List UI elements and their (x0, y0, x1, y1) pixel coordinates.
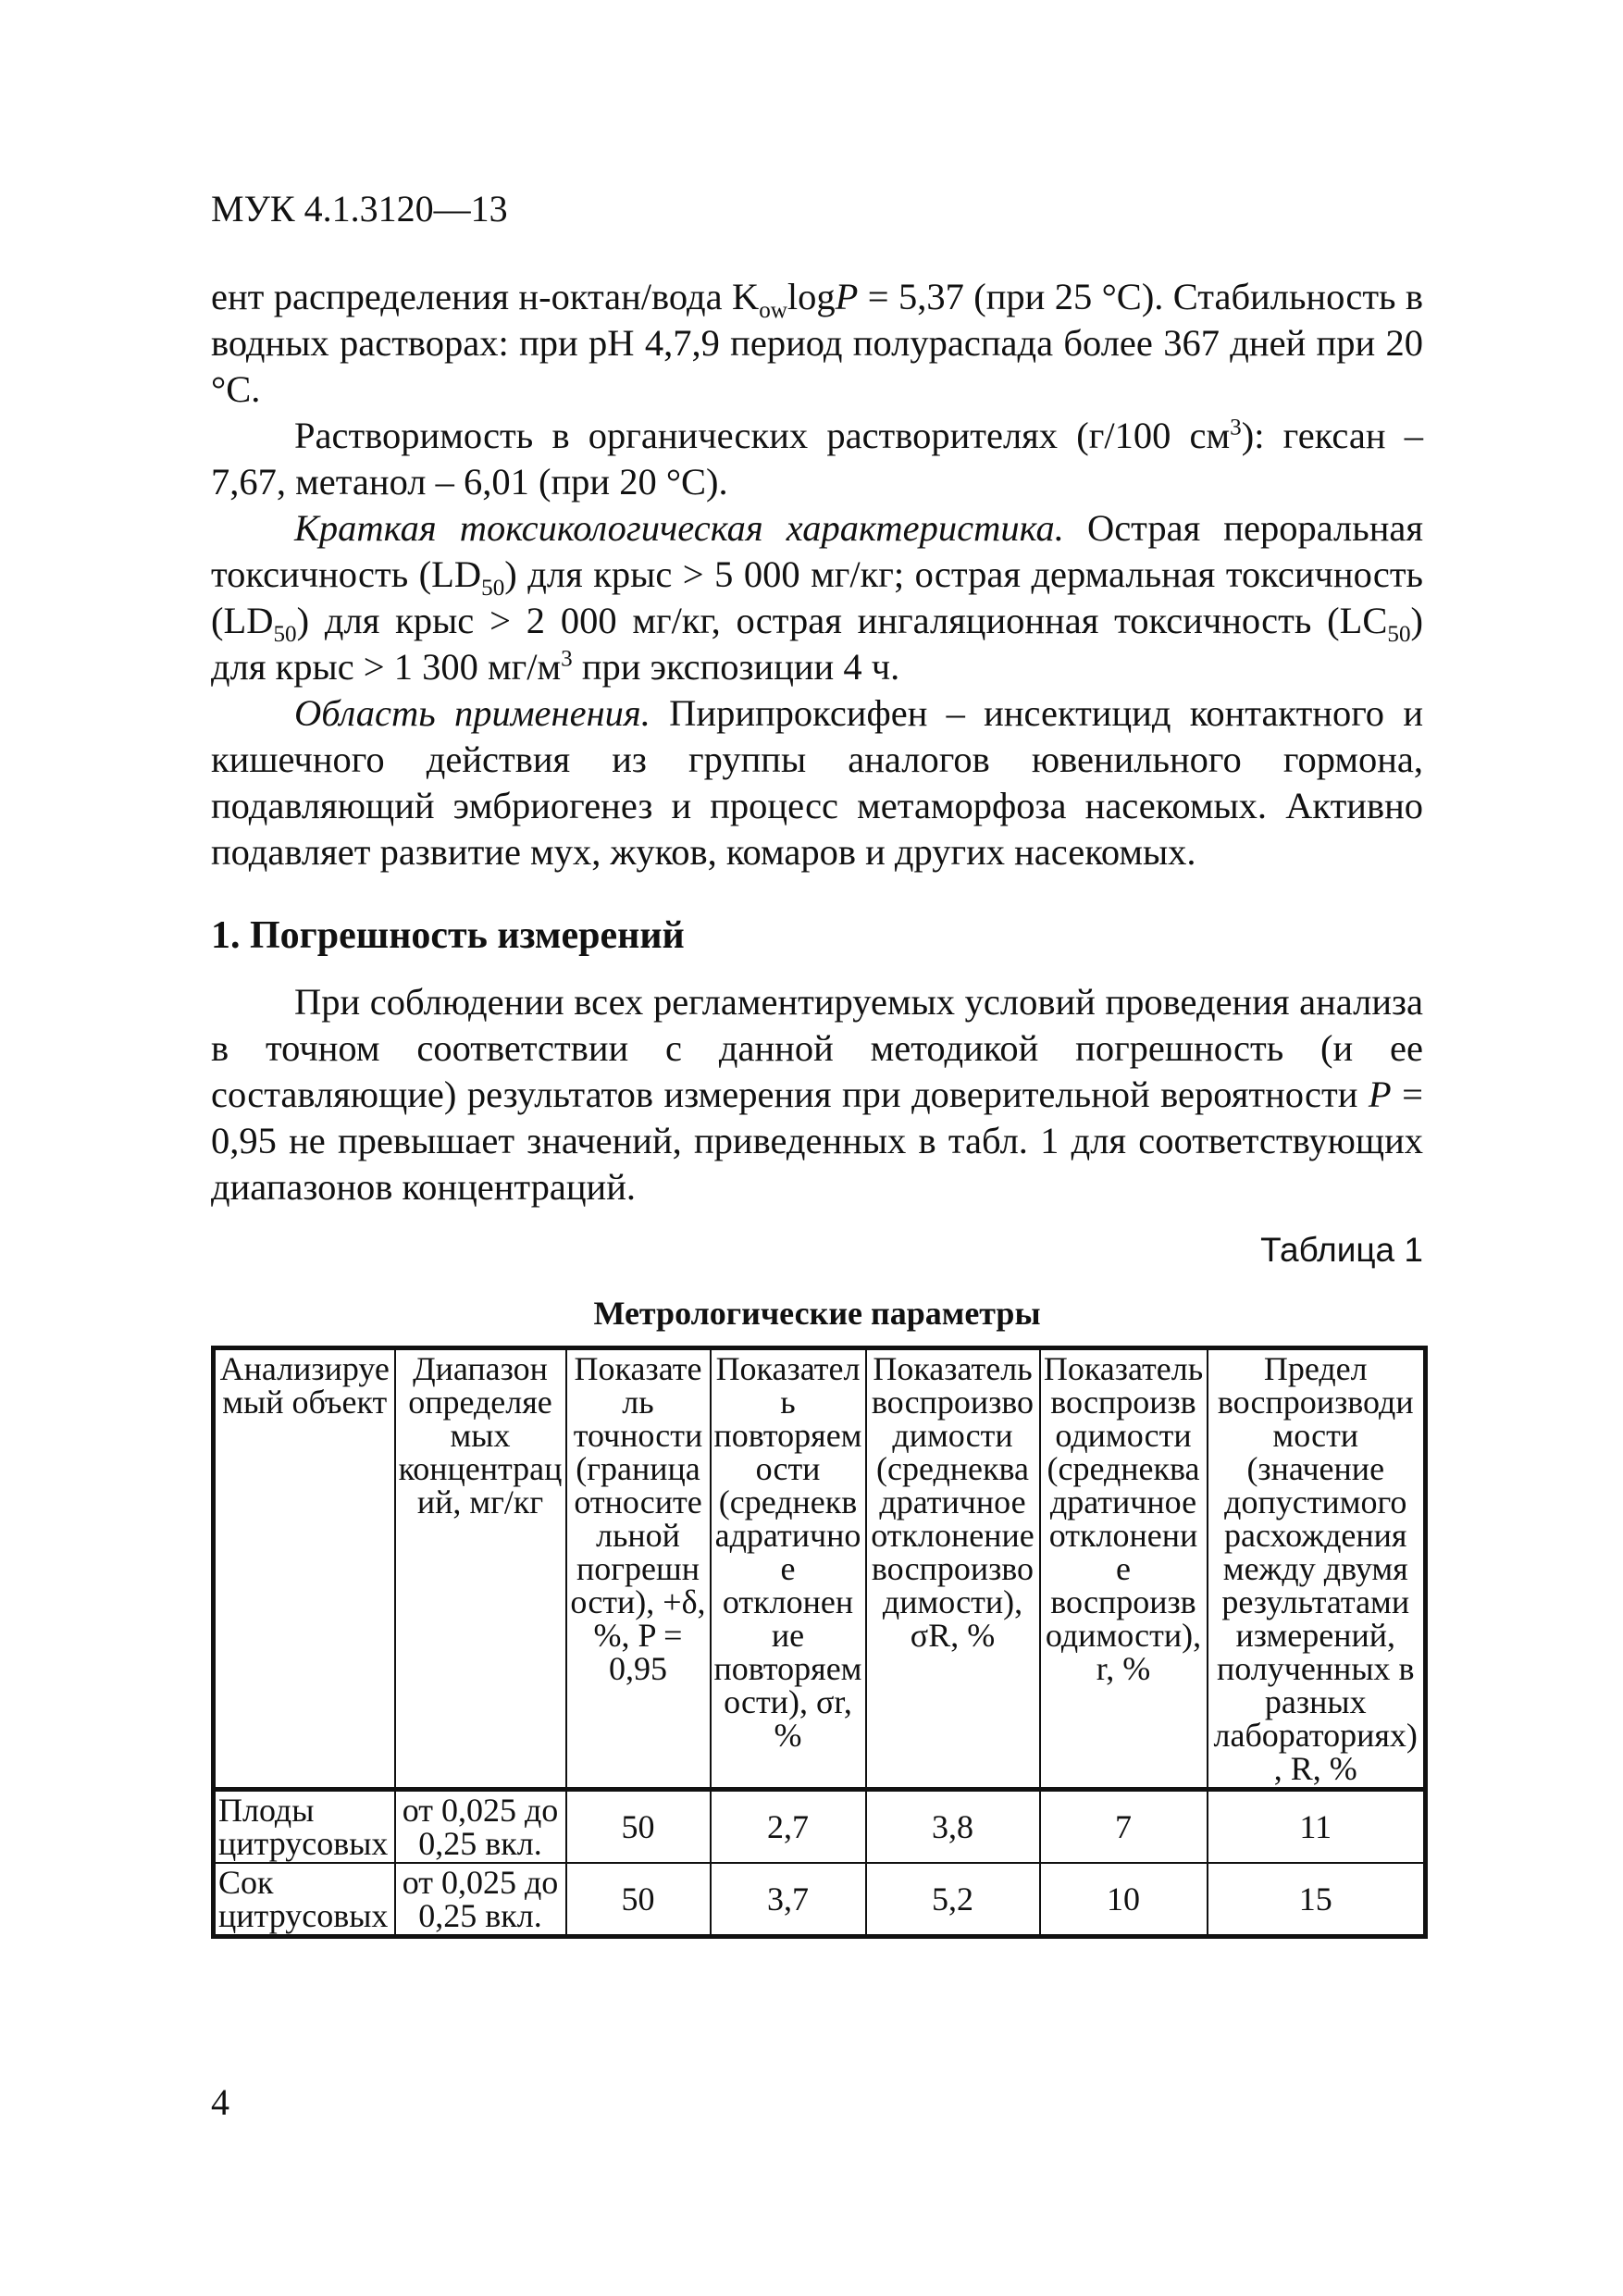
cell-range: от 0,025 до 0,25 вкл. (395, 1863, 566, 1937)
metrology-table (211, 1346, 1428, 1939)
header-accuracy: Показатель точности (граница относительной погрешности), +δ, %, P = 0,95 (566, 1348, 711, 1790)
table-row (214, 1790, 1426, 1864)
cell-value: 7 (1040, 1790, 1208, 1864)
paragraph-distribution: ент распределения н-октан/вода $K_{ow}\log P = 5,37$ (при 25 °С). Стабильность в водных растворах: при pH 4,7,9 период полураспада более 367 дней при 20 °С. (211, 276, 1423, 410)
page-number: 4 (211, 2081, 229, 2123)
cell-value: 5,2 (866, 1863, 1040, 1937)
cell-value: 3,8 (866, 1790, 1040, 1864)
table-number: Таблица 1 (1260, 1231, 1423, 1269)
document-code-header: МУК 4.1.3120—13 (211, 188, 508, 230)
paragraph-solubility: Растворимость в органических растворителях (г/100 $см^3$): гексан – 7,67, метанол – 6,01 (при 20 °С). (211, 415, 1423, 503)
cell-object: Плоды цитрусовых (214, 1790, 395, 1864)
header-repeatability: Показатель повторяемости (среднеквадратичное отклонение повторяемости), σr, % (711, 1348, 866, 1790)
cell-value: 3,7 (711, 1863, 866, 1937)
header-reproducibility-sigma: Показатель воспроизводимости (среднеквадратичное отклонение воспроизводимости), σR, % (866, 1348, 1040, 1790)
header-reproducibility-r: Показатель воспроизводимости (среднеквадратичное отклонение воспроизводимости), r, % (1040, 1348, 1208, 1790)
cell-value: 50 (566, 1863, 711, 1937)
table-header-row (214, 1348, 1426, 1790)
table-title: Метрологические параметры (593, 1295, 1041, 1332)
table-row (214, 1863, 1426, 1937)
section-heading: 1. Погрешность измерений (211, 914, 685, 957)
cell-value: 15 (1208, 1863, 1426, 1937)
document-body (211, 274, 1423, 1939)
cell-value: 11 (1208, 1790, 1426, 1864)
paragraph-application: Область применения. Пирипроксифен – инсектицид контактного и кишечного действия из группы аналогов ювенильного гормона, подавляющий эмбриогенез и процесс метаморфоза насекомых. Активно подавляет развитие мух, жуков, комаров и других насекомых. (211, 692, 1423, 873)
paragraph-error: При соблюдении всех регламентируемых условий проведения анализа в точном соответствии с данной методикой погрешность (и ее составляющие) результатов измерения при доверительной вероятности P = 0,95 не превышает значений, приведенных в табл. 1 для соответствующих диапазонов концентраций. (211, 981, 1423, 1208)
header-object: Анализируемый объект (214, 1348, 395, 1790)
cell-value: 2,7 (711, 1790, 866, 1864)
header-reproducibility-limit: Предел воспроизводимости (значение допустимого расхождения между двумя результатами измерений, полученных в разных лабораториях), R, % (1208, 1348, 1426, 1790)
header-range: Диапазон определяемых концентраций, мг/кг (395, 1348, 566, 1790)
cell-object: Сок цитрусовых (214, 1863, 395, 1937)
cell-value: 10 (1040, 1863, 1208, 1937)
paragraph-toxicology: Краткая токсикологическая характеристика. Острая пероральная токсичность $(LD_{50})$ для крыс > 5 000 мг/кг; острая дермальная токсичность $(LD_{50})$ для крыс > 2 000 мг/кг, острая ингаляционная токсичность $(LC_{50})$ для крыс > 1 300 $мг/м^3$ при экспозиции 4 ч. (211, 507, 1423, 688)
cell-range: от 0,025 до 0,25 вкл. (395, 1790, 566, 1864)
cell-value: 50 (566, 1790, 711, 1864)
